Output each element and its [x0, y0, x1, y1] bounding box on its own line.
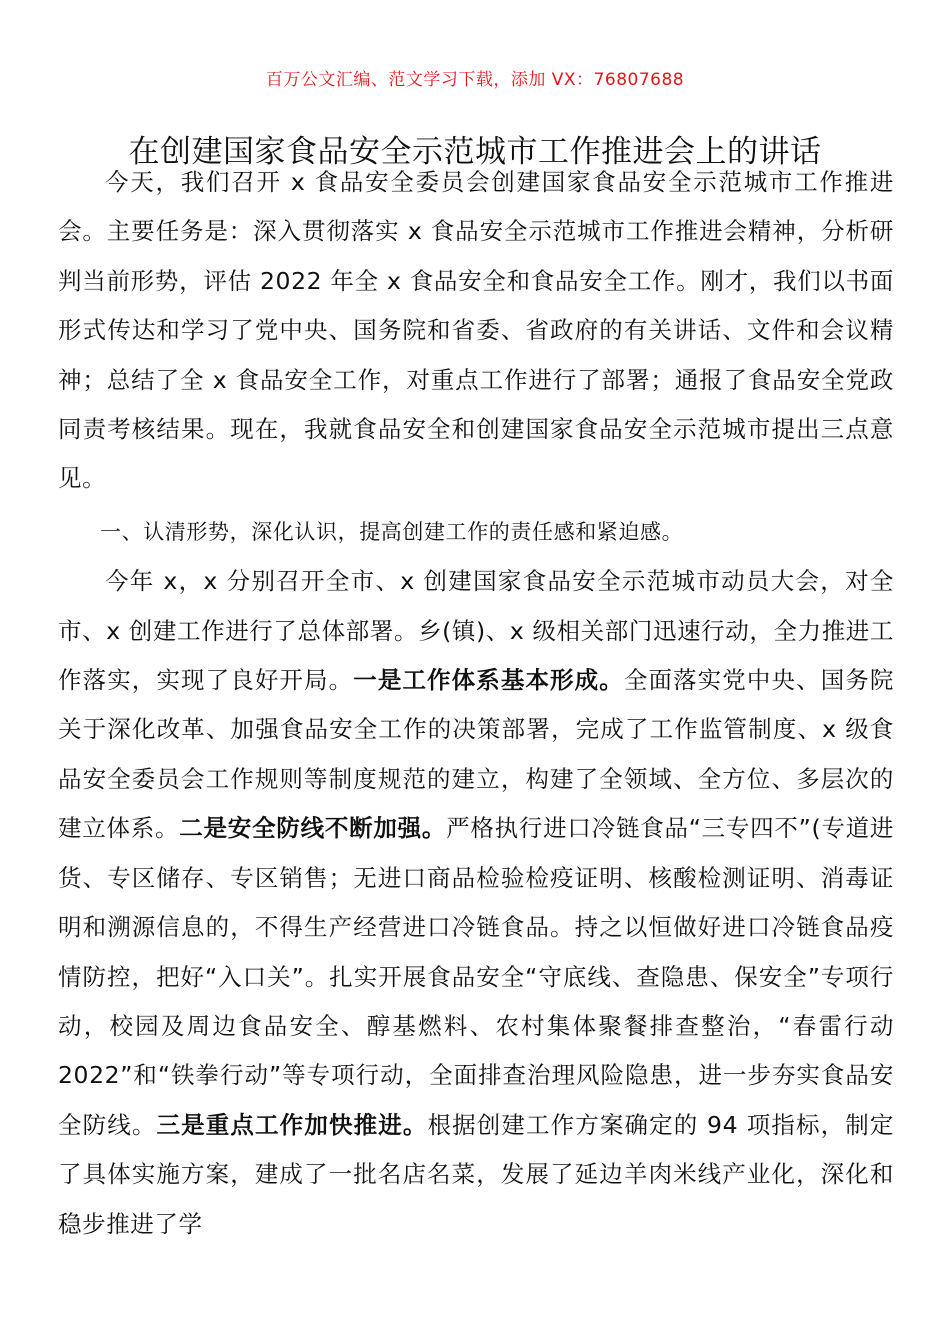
document-body — [58, 158, 894, 1249]
intro-paragraph: 今天，我们召开 x 食品安全委员会创建国家食品安全示范城市工作推进会。主要任务是：深入贯彻落实 x 食品安全示范城市工作推进会精神，分析研判当前形势，评估 2022 年全 x 食品安全和食品安全工作。刚才，我们以书面形式传达和学习了党中央、国务院和省委、省政府的有关讲话、文件和会议精神；总结了全 x 食品安全工作，对重点工作进行了部署；通报了食品安全党政同责考核结果。现在，我就食品安全和创建国家食品安全示范城市提出三点意见。 — [58, 168, 894, 493]
section-1-text-part-3: 严格执行进口冷链食品“三专四不”(专道进货、专区储存、专区销售；无进口商品检验检疫证明、核酸检测证明、消毒证明和溯源信息的，不得生产经营进口冷链食品。持之以恒做好进口冷链食品疫情防控，把好“入口关”。扎实开展食品安全“守底线、查隐患、保安全”专项行动，校园及周边食品安全、醇基燃料、农村集体聚餐排查整治，“春雷行动 2022”和“铁拳行动”等专项行动，全面排查治理风险隐患，进一步夯实食品安全防线。 — [58, 814, 894, 1139]
point-1-heading: 一是工作体系基本形成。 — [353, 666, 624, 695]
section-1-text-part-1: 今年 x，x 分别召开全市、x 创建国家食品安全示范城市动员大会，对全市、x 创建工作进行了总体部署。乡(镇)、x 级相关部门迅速行动，全力推进工作落实，实现了良好开局。 — [58, 567, 894, 695]
document-title: 在创建国家食品安全示范城市工作推进会上的讲话 — [128, 133, 822, 170]
section-1-text-part-2: 全面落实党中央、国务院关于深化改革、加强食品安全工作的决策部署，完成了工作监管制度、x 级食品安全委员会工作规则等制度规范的建立，构建了全领域、全方位、多层次的建立体系。 — [58, 666, 894, 843]
section-1-heading: 一、认清形势，深化认识，提高创建工作的责任感和紧迫感。 — [100, 519, 684, 544]
section-1-text-part-4: 根据创建工作方案确定的 94 项指标，制定了具体实施方案，建成了一批名店名菜，发展了延边羊肉米线产业化，深化和稳步推进了学 — [58, 1110, 894, 1238]
section-1-paragraph — [58, 557, 894, 1249]
point-2-heading: 二是安全防线不断加强。 — [179, 814, 447, 843]
point-3-heading: 三是重点工作加快推进。 — [156, 1110, 428, 1139]
header-promo-note: 百万公文汇编、范文学习下载，添加 VX：76807688 — [265, 70, 685, 90]
